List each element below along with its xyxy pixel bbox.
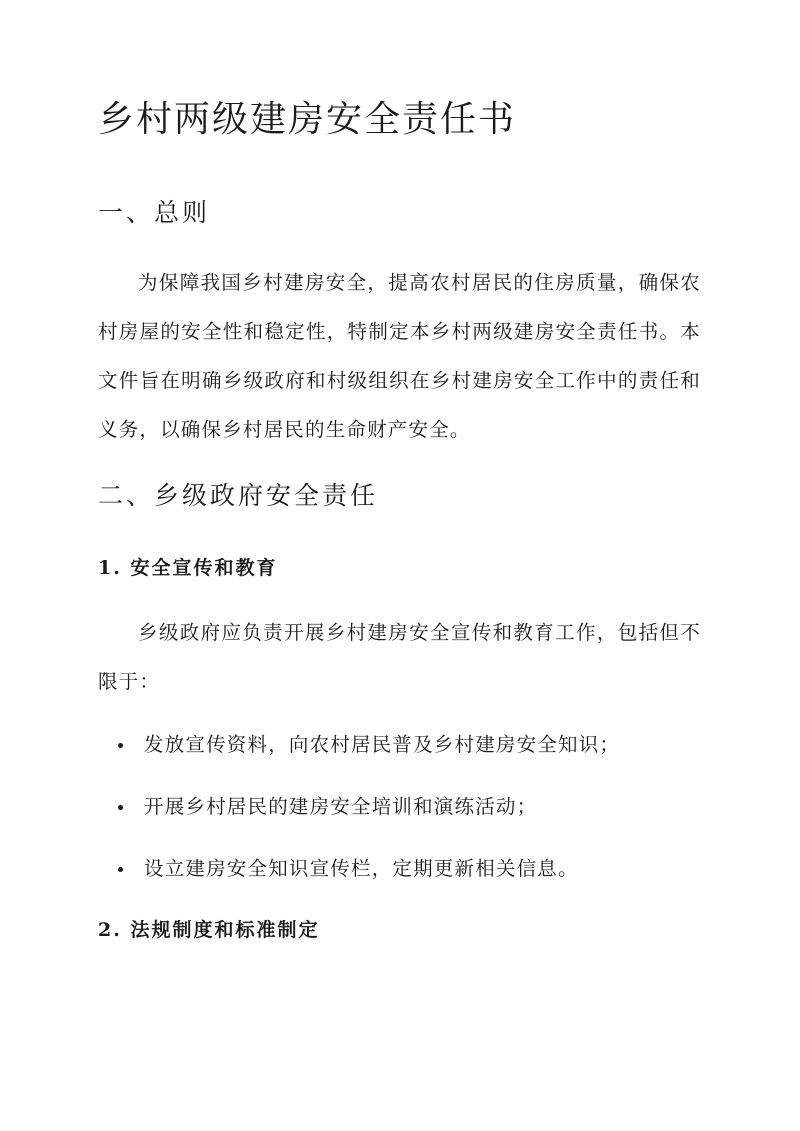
subsection-heading-publicity-education: 1. 安全宣传和教育: [98, 557, 278, 579]
list-item-text: 发放宣传资料，向农村居民普及乡村建房安全知识；: [144, 733, 621, 756]
section-general-paragraph: 为保障我国乡村建房安全，提高农村居民的住房质量，确保农村房屋的安全性和稳定性，特制定本乡村两级建房安全责任书。本文件旨在明确乡级政府和村级组织在乡村建房安全工作中的责任和义务，以确保乡村居民的生命财产安全。: [98, 271, 701, 441]
document-title: 乡村两级建房安全责任书: [98, 99, 517, 140]
bullet-dot-icon: [118, 805, 123, 810]
bullet-dot-icon: [118, 867, 123, 872]
list-item-text: 开展乡村居民的建房安全培训和演练活动；: [144, 795, 538, 818]
section-heading-township-responsibility: 二、乡级政府安全责任: [98, 481, 379, 510]
section-heading-general: 一、总则: [98, 198, 211, 227]
list-item-text: 设立建房安全知识宣传栏，定期更新相关信息。: [144, 857, 579, 880]
subsection-heading-regulations: 2. 法规制度和标准制定: [98, 919, 320, 941]
subsection-publicity-paragraph: 乡级政府应负责开展乡村建房安全宣传和教育工作，包括但不限于：: [98, 621, 701, 693]
bullet-dot-icon: [118, 743, 123, 748]
